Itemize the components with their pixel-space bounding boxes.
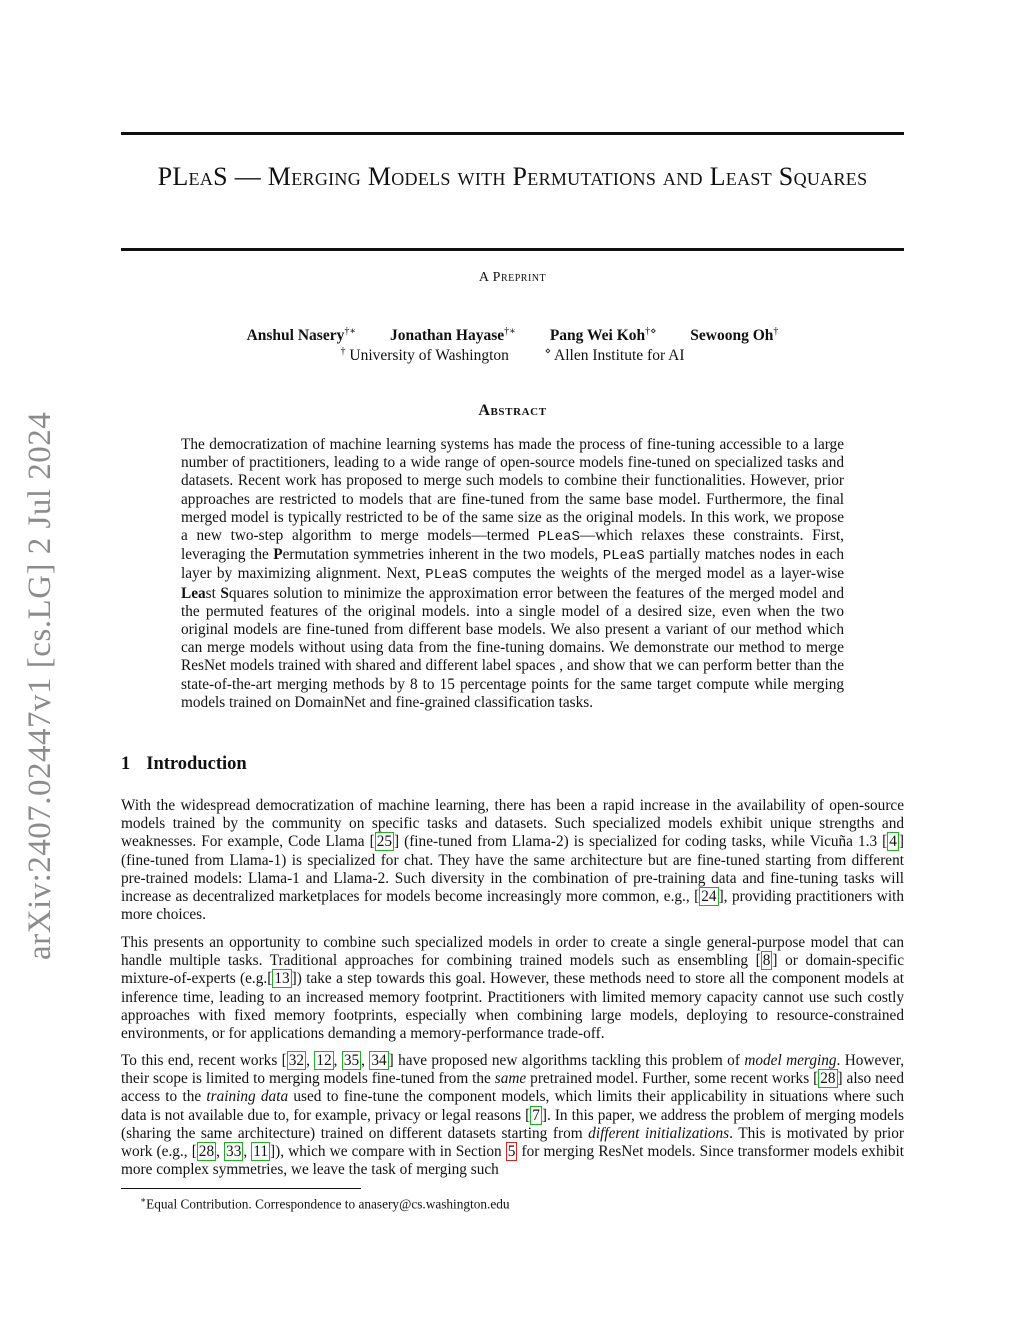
section-heading-introduction: 1 Introduction [121,754,247,774]
preprint-label: A Preprint [478,270,547,285]
section-reference-link[interactable]: 5 [507,1143,516,1161]
affiliation: † University of Washington [340,346,509,365]
arxiv-identifier[interactable]: arXiv:2407.02447v1 [cs.LG] 2 Jul 2024 [22,411,58,960]
abstract-heading: Abstract [478,402,547,419]
citation-link[interactable]: 4 [889,833,897,851]
author: Sewoong Oh† [690,326,779,345]
citation-link[interactable]: 28 [820,1070,836,1088]
citation-link[interactable]: 25 [376,833,392,851]
title-top-rule [121,132,904,135]
citation-link[interactable]: 11 [253,1143,269,1161]
footnote-rule [121,1188,361,1189]
citation-link[interactable]: 13 [274,970,290,988]
intro-paragraph-1: With the widespread democratization of machine learning, there has been a rapid increase in the availability of open-source models trained by the community on specific tasks and datasets. Such specialized models exhibit unique strengths and weaknesses. For example, Code Llama [ 25 ] (fine-tuned from Llama-2) is specialized for coding tasks, while Vicuña 1.3 [ 4 ] (fine-tuned from Llama-1) is specialized for chat. They have the same architecture but are fine-tuned starting from different pre-trained models: Llama-1 and Llama-2. Such diversity in the combination of pre-training data and fine-tuning tasks will increase as decentralized marketplaces for models become increasingly more common, e.g., [ 24 ], providing practitioners with more choices. [121,797,905,924]
affiliation-list [121,342,904,366]
citation-link[interactable]: 33 [226,1143,242,1161]
intro-paragraph-3: To this end, recent works [ 32 , 12 , 35 , 34 ] have proposed new algorithms tackling this problem of model merging. However, their scope is limited to merging models fine-tuned from the same pretrained model. Further, some recent works [ 28 ] also need access to the training data used to fine-tune the component models, which limits their applicability in situations where such data is not available due to, for example, privacy or legal reasons [ 7 ]. In this paper, we address the problem of merging models (sharing the same architecture) trained on different datasets starting from different initializations. This is motivated by prior work (e.g., [ 28 , 33 , 11 ]), which we compare with in Section 5 for merging ResNet models. Since transformer models exhibit more complex symmetries, we leave the task of merging such [121,1052,905,1179]
footnote: ∗Equal Contribution. Correspondence to anasery@cs.washington.edu [140,1195,510,1212]
paper-title: PLeaS — Merging Models with Permutations and Least Squares [157,162,868,191]
citation-link[interactable]: 32 [288,1052,305,1069]
author: Jonathan Hayase†∗ [390,326,516,345]
citation-link[interactable]: 12 [316,1052,332,1069]
citation-link[interactable]: 24 [701,888,717,906]
citation-link[interactable]: 7 [532,1106,540,1124]
author: Anshul Nasery†∗ [246,326,357,345]
citation-link[interactable]: 28 [198,1143,215,1161]
abstract-text: The democratization of machine learning systems has made the process of fine-tuning accessible to a large number of practitioners, leading to a wide range of open-source models fine-tuned on specialized tasks and datasets. Recent work has proposed to merge such models to combine their functionalities. However, prior approaches are restricted to models that are fine-tuned from the same base model. Furthermore, the final merged model is typically restricted to be of the same size as the original models. In this work, we propose a new two-step algorithm to merge models—termed PLeaS—which relaxes these constraints. First, leveraging the Permutation symmetries inherent in the two models, PLeaS partially matches nodes in each layer by maximizing alignment. Next, PLeaS computes the weights of the merged model as a layer-wise Least Squares solution to minimize the approximation error between the features of the merged model and the permuted features of the original models. into a single model of a desired size, even when the two original models are fine-tuned from different base models. We also present a variant of our method which can merge models without using data from the fine-tuning domains. We demonstrate our method to merge ResNet models trained with shared and different label spaces , and show that we can perform better than the state-of-the-art merging methods by 8 to 15 percentage points for the same target compute while merging models trained on DomainNet and fine-grained classification tasks. [181,436,844,711]
intro-paragraph-2: This presents an opportunity to combine such specialized models in order to create a single general-purpose model that can handle multiple tasks. Traditional approaches for combining trained models such as ensembling [ 8 ] or domain-specific mixture-of-experts (e.g.[ 13 ]) take a step towards this goal. However, these methods need to store all the component models at inference time, leading to an increased memory footprint. Practitioners with limited memory capacity cannot use such costly approaches with fixed memory footprints, especially when combining large models, deploying to resource-constrained environments, or for applications demanding a memory-performance trade-off. [121,934,904,1043]
title-bottom-rule [121,248,904,251]
citation-link[interactable]: 35 [343,1052,360,1069]
citation-link[interactable]: 8 [762,952,771,970]
affiliation: ⋄ Allen Institute for AI [544,346,685,365]
author: Pang Wei Koh†⋄ [549,326,657,345]
citation-link[interactable]: 34 [371,1052,387,1069]
